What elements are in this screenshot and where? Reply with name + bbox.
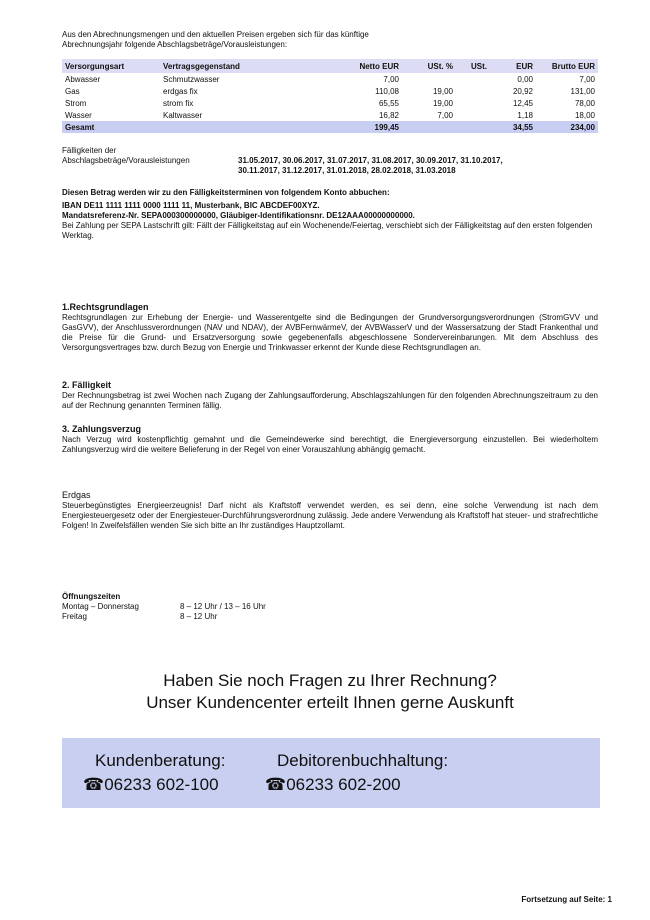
phone-icon: ☎	[265, 775, 287, 795]
table-total-row	[62, 121, 598, 133]
cell-total-ust-percent	[402, 121, 456, 133]
cell-total-brutto: 234,00	[570, 122, 595, 132]
phone-icon: ☎	[83, 775, 105, 795]
opening-hours-time: 8 – 12 Uhr / 13 – 16 Uhr	[180, 602, 266, 611]
cell-ust-percent: 19,00	[432, 98, 453, 108]
header-eur: EUR	[516, 61, 533, 71]
cell-vertragsgegenstand: erdgas fix	[163, 86, 198, 96]
continuation-note: Fortsetzung auf Seite: 1	[521, 895, 612, 904]
opening-hours-row	[62, 602, 322, 612]
section-rechtsgrundlagen	[62, 302, 598, 353]
cell-vertragsgegenstand: Kaltwasser	[163, 110, 203, 120]
debit-intro: Diesen Betrag werden wir zu den Fälligkeitsterminen von folgendem Konto abbuchen:	[62, 188, 390, 197]
customer-service-phone[interactable]: 06233 602-100	[104, 775, 219, 794]
cell-netto: 65,55	[378, 98, 399, 108]
cell-ust	[456, 97, 490, 109]
section-body: Rechtsgrundlagen zur Erhebung der Energie- und Wasserentgelte sind die Bedingungen der Grundversorgungsverordnungen (StromGVV und GasGVV), der Anschlussverordnungen (NAV und NDAV), der AVBFernwärmeV, der AVBWasserV und der Wassersatzung der Stadt Frankenthal und die Preise für die Grund- und Ersatzversorgung sowie gegebenenfalls abgeschlossene Sondervereinbarungen. Mit dem Abschluss des Versorgungsvertrages bzw. durch Bezug von Energie und Trinkwasser erkennt der Kunde diese Rechtsgrundlagen an.	[62, 313, 598, 352]
accounting-phone-line	[265, 773, 448, 797]
opening-hours-row	[62, 612, 322, 622]
table-row	[62, 85, 598, 97]
cell-vertragsgegenstand: Schmutzwasser	[163, 74, 220, 84]
billing-table	[62, 59, 598, 133]
section-body: Der Rechnungsbetrag ist zwei Wochen nach Zugang der Zahlungsaufforderung, Abschlagszahlungen für den folgenden Abrechnungszeitraum zu den auf der Rechnung genannten Terminen fällig.	[62, 391, 598, 410]
due-label-line: Abschlagsbeträge/Vorausleistungen	[62, 156, 190, 165]
cell-versorgungsart: Wasser	[65, 110, 92, 120]
opening-hours-time: 8 – 12 Uhr	[180, 612, 218, 621]
cell-eur: 1,18	[517, 110, 533, 120]
table-row	[62, 97, 598, 109]
sepa-note: Bei Zahlung per SEPA Lastschrift gilt: Fällt der Fälligkeitstag auf ein Wochenende/Feiertag, verschiebt sich der Fälligkeitstag auf den ersten folgenden Werktag.	[62, 221, 593, 240]
cell-netto: 16,82	[378, 110, 399, 120]
header-ust-percent: USt. %	[427, 61, 453, 71]
cell-brutto: 18,00	[574, 110, 595, 120]
section-body: Nach Verzug wird kostenpflichtig gemahnt und die Gemeindewerke sind berechtigt, die Energieversorgung einzustellen. Bei wiederholtem Zahlungsverzug wird die weitere Belieferung in der Regel von einer Vorauszahlung abhängig gemacht.	[62, 435, 598, 454]
cell-ust-percent: 19,00	[432, 86, 453, 96]
intro-line: Abrechnungsjahr folgende Abschlagsbeträge/Vorausleistungen:	[62, 40, 288, 49]
opening-hours	[62, 592, 322, 622]
cell-total-ust	[456, 121, 490, 133]
debit-info	[62, 188, 602, 241]
header-versorgungsart: Versorgungsart	[65, 61, 125, 71]
questions-banner	[62, 670, 598, 714]
opening-hours-title: Öffnungszeiten	[62, 592, 121, 601]
questions-line: Unser Kundencenter erteilt Ihnen gerne Auskunft	[146, 693, 514, 712]
customer-service-contact	[83, 749, 226, 797]
header-vertragsgegenstand: Vertragsgegenstand	[163, 61, 240, 71]
section-title: Erdgas	[62, 490, 91, 500]
section-body: Steuerbegünstigtes Energieerzeugnis! Darf nicht als Kraftstoff verwendet werden, es sei denn, eine solche Verwendung ist nach dem Energiesteuergesetz oder der Energiesteuer-Durchführungsverordnung zulässig. Jede andere Verwendung als Kraftstoff hat steuer- und strafrechtliche Folgen! In Zweifelsfällen wenden Sie sich bitte an Ihr zuständiges Hauptzollamt.	[62, 501, 598, 530]
section-title: 2. Fälligkeit	[62, 380, 112, 390]
cell-eur: 12,45	[512, 98, 533, 108]
table-header-row	[62, 59, 598, 73]
cell-versorgungsart: Gas	[65, 86, 80, 96]
cell-eur: 20,92	[512, 86, 533, 96]
customer-service-phone-line	[83, 773, 225, 797]
cell-ust	[456, 73, 490, 85]
iban-line: IBAN DE11 1111 1111 0000 1111 11, Musterbank, BIC ABCDEF00XYZ.	[62, 201, 320, 210]
cell-versorgungsart: Abwasser	[65, 74, 101, 84]
table-row	[62, 109, 598, 121]
cell-total-netto: 199,45	[374, 122, 399, 132]
cell-eur: 0,00	[517, 74, 533, 84]
due-label	[62, 146, 237, 166]
table-row	[62, 73, 598, 85]
cell-vertragsgegenstand: strom fix	[163, 98, 194, 108]
intro-text	[62, 30, 602, 50]
cell-ust-percent	[402, 73, 456, 85]
cell-brutto: 131,00	[570, 86, 595, 96]
cell-ust-percent: 7,00	[437, 110, 453, 120]
questions-line: Haben Sie noch Fragen zu Ihrer Rechnung?	[163, 671, 497, 690]
cell-total-label: Gesamt	[65, 122, 95, 132]
accounting-title: Debitorenbuchhaltung:	[277, 751, 449, 770]
accounting-phone[interactable]: 06233 602-200	[286, 775, 401, 794]
cell-ust	[456, 109, 490, 121]
header-netto: Netto EUR	[359, 61, 399, 71]
cell-ust	[456, 85, 490, 97]
section-zahlungsverzug	[62, 424, 598, 455]
contact-box	[62, 738, 600, 808]
section-title: 1.Rechtsgrundlagen	[62, 302, 149, 312]
accounting-contact	[265, 749, 449, 797]
due-label-line: Fälligkeiten der	[62, 146, 117, 155]
header-brutto: Brutto EUR	[551, 61, 595, 71]
opening-hours-day: Montag – Donnerstag	[62, 602, 139, 611]
cell-netto: 110,08	[375, 86, 399, 96]
section-faelligkeit	[62, 380, 598, 411]
cell-total-empty	[160, 121, 316, 133]
cell-brutto: 7,00	[579, 74, 595, 84]
due-dates	[238, 156, 608, 176]
intro-line: Aus den Abrechnungsmengen und den aktuellen Preisen ergeben sich für das künftige	[62, 30, 369, 39]
customer-service-title: Kundenberatung:	[95, 751, 226, 770]
mandate-line: Mandatsreferenz-Nr. SEPA000300000000, Gläubiger-Identifikationsnr. DE12AAA00000000000.	[62, 211, 415, 220]
cell-total-eur: 34,55	[512, 122, 533, 132]
opening-hours-day: Freitag	[62, 612, 87, 621]
section-title: 3. Zahlungsverzug	[62, 424, 142, 434]
cell-versorgungsart: Strom	[65, 98, 87, 108]
header-ust: USt.	[471, 61, 487, 71]
due-dates-line: 30.11.2017, 31.12.2017, 31.01.2018, 28.02.2018, 31.03.2018	[238, 166, 456, 175]
cell-brutto: 78,00	[574, 98, 595, 108]
cell-netto: 7,00	[383, 74, 399, 84]
due-dates-line: 31.05.2017, 30.06.2017, 31.07.2017, 31.08.2017, 30.09.2017, 31.10.2017,	[238, 156, 503, 165]
section-erdgas	[62, 490, 598, 531]
